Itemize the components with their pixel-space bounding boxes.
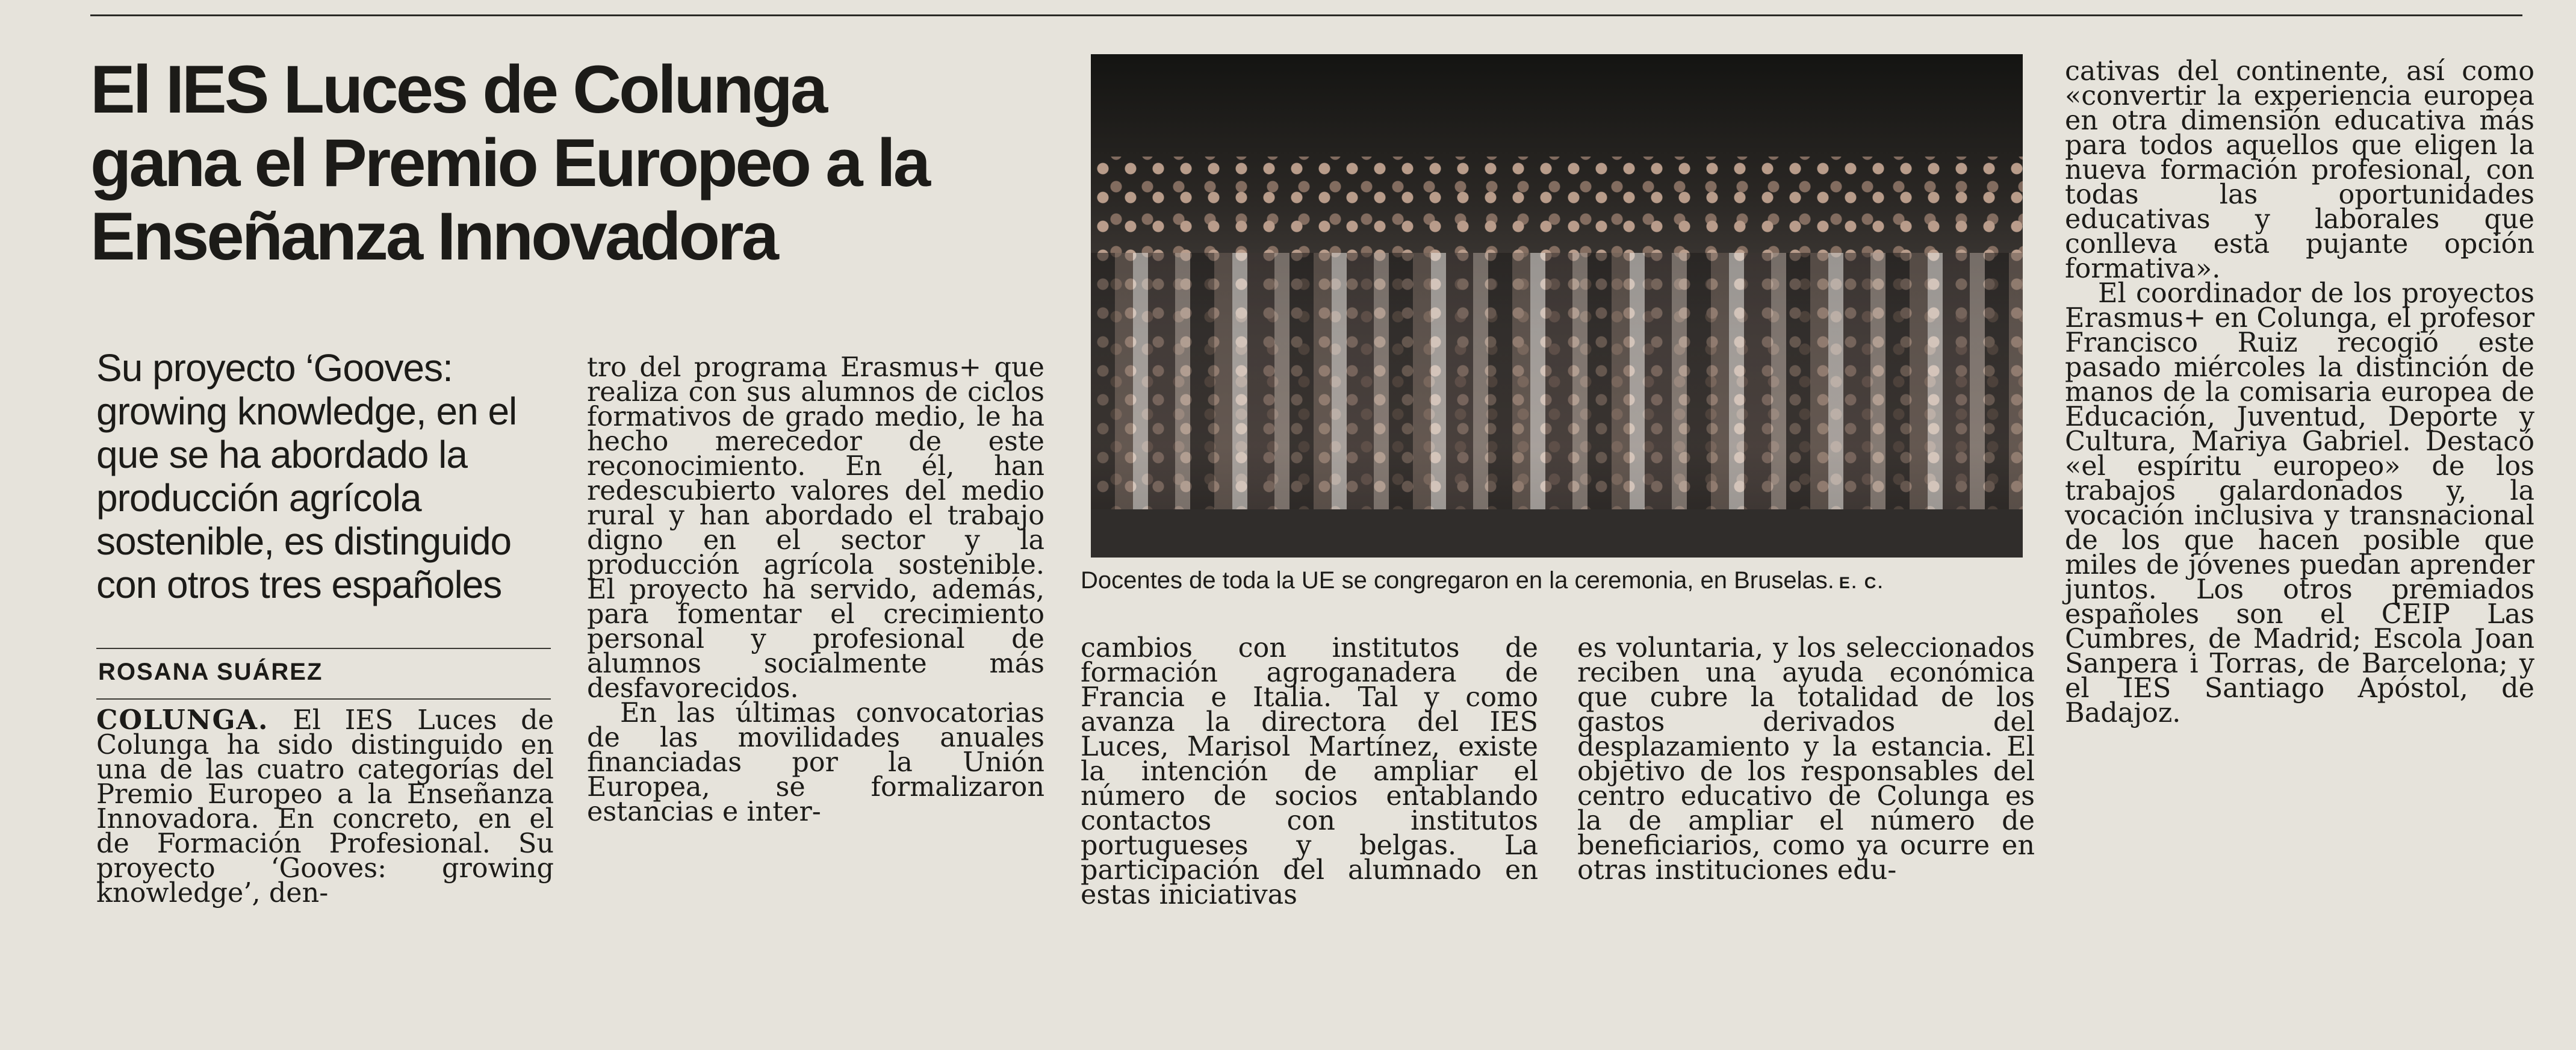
dateline: COLUNGA. [96, 704, 269, 736]
column-2 [587, 352, 1044, 827]
top-rule [90, 14, 2522, 16]
headline: El IES Luces de Colunga gana el Premio Europeo a la Enseñanza Innovadora [90, 52, 929, 274]
column-4 [1577, 633, 2035, 886]
caption-text: Docentes de toda la UE se congregaron en la ceremonia, en Bruselas. [1081, 567, 1834, 594]
column-1 [96, 704, 554, 909]
column-3 [1081, 633, 1538, 910]
column-4-text: es voluntaria, y los seleccionados reciben una ayuda económica que cubre la totalidad de los gastos derivados del desplazamiento y la estancia. El objetivo de los responsables del centro educativo de Colunga es la de ampliar el número de beneficiarios, como ya ocurre en otras instituciones edu- [1577, 633, 2035, 886]
subheadline: Su proyecto ‘Gooves: growing knowledge, en el que se ha abordado la producción agrícola sostenible, es distinguido con otros tres españoles [96, 346, 517, 606]
column-1-text: El IES Luces de Colunga ha sido distinguido en una de las cuatro categorías del Premio Europeo a la Enseñanza Innovadora. En concreto, en el de Formación Profesional. Su proyecto ‘Gooves: growing knowledge’, den- [96, 705, 554, 909]
column-2-paragraph-1: tro del programa Erasmus+ que realiza con sus alumnos de ciclos formativos de grado medio, le ha hecho merecedor de este reconocimiento. En él, han redescubierto valores del medio rural y han abordado el trabajo digno en el sector y la producción agrícola sostenible. El proyecto ha servido, además, para fomentar el crecimiento personal y profesional de alumnos socialmente más desfavorecidos. [587, 352, 1044, 704]
ceremony-photo [1091, 54, 2023, 558]
byline-top-rule [96, 648, 551, 649]
photo-stage-floor [1091, 509, 2023, 558]
byline-bottom-rule [96, 698, 551, 700]
column-2-paragraph-2: En las últimas convocatorias de las movilidades anuales financiadas por la Unión Europea, se formalizaron estancias e inter- [587, 698, 1044, 827]
photo-caption [1081, 567, 1884, 594]
photo-credit: E. C. [1839, 574, 1884, 592]
byline: ROSANA SUÁREZ [98, 659, 323, 685]
column-5-paragraph-2: El coordinador de los proyectos Erasmus+ en Colunga, el profesor Francisco Ruiz recogió este pasado miércoles la distinción de manos de la comisaria europea de Educación, Juventud, Deporte y Cultura, Mariya Gabriel. Destacó «el espíritu europeo» de los trabajos galardonados y, la vocación inclusiva y transnacional de los que hacen posible que miles de jóvenes puedan aprender juntos. Los otros premiados españoles son el CEIP Las Cumbres, de Madrid; Escola Joan Sanpera i Torras, de Barcelona; y el IES Santiago Apóstol, de Badajoz. [2065, 278, 2534, 728]
column-5 [2065, 56, 2534, 728]
photo-crowd-bodies [1091, 253, 2023, 521]
column-3-text: cambios con institutos de formación agroganadera de Francia e Italia. Tal y como avanza la directora del IES Luces, Marisol Martínez, existe la intención de ampliar el número de socios entablando contactos con institutos portugueses y belgas. La participación del alumnado en estas iniciativas [1081, 633, 1538, 910]
column-5-paragraph-1: cativas del continente, así como «convertir la experiencia europea en otra dimensión educativa más para todos aquellos que eligen la nueva formación profesional, con todas las oportunidades educativas y laborales que conlleva esta pujante opción formativa». [2065, 56, 2534, 284]
